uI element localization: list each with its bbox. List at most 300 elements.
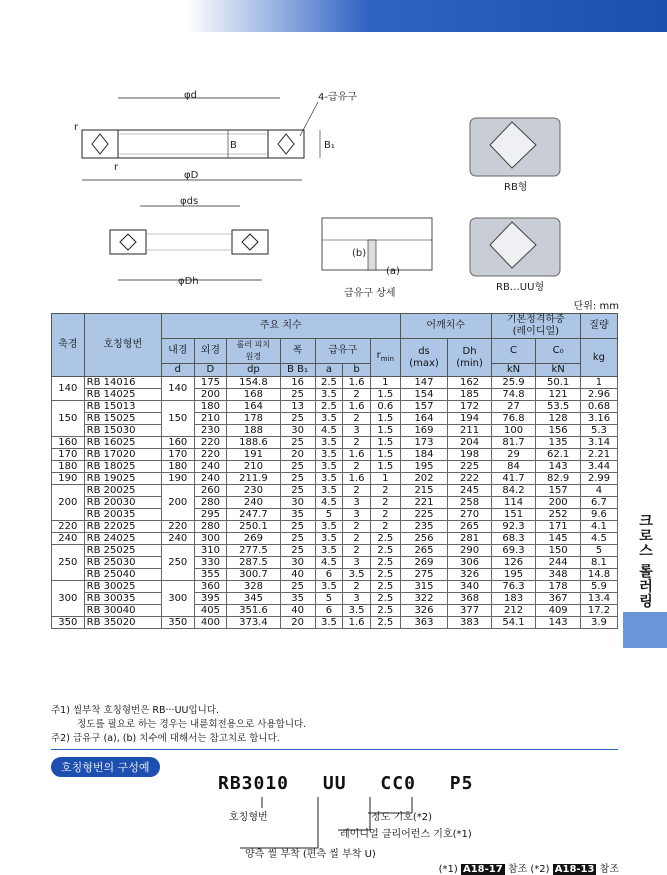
dim-b-label: (b): [352, 248, 367, 259]
cell-shaft: 240: [52, 533, 85, 545]
cell-C0: 121: [536, 389, 581, 401]
cell-C: 76.8: [491, 413, 536, 425]
cell-B: 16: [280, 377, 315, 389]
cell-D: 310: [194, 545, 227, 557]
cell-C: 183: [491, 593, 536, 605]
cell-B: 25: [280, 521, 315, 533]
cell-Dh: 270: [448, 509, 491, 521]
cell-D: 395: [194, 593, 227, 605]
cell-C0: 50.1: [536, 377, 581, 389]
oil-holes-label: 4-급유구: [318, 92, 357, 103]
cell-b: 2: [343, 389, 371, 401]
cell-b: 1.6: [343, 401, 371, 413]
cell-ds: 235: [400, 521, 448, 533]
model-part-1: RB3010: [218, 773, 290, 794]
cell-D: 405: [194, 605, 227, 617]
col-outer: 외경: [194, 339, 227, 364]
cell-r: 0.6: [370, 401, 400, 413]
cell-C0: 143: [536, 617, 581, 629]
cell-kg: 2.99: [580, 473, 617, 485]
cell-b: 3.5: [343, 569, 371, 581]
cell-d: 140: [161, 377, 194, 401]
col-C: C: [491, 339, 536, 364]
cell-ds: 164: [400, 413, 448, 425]
col-rmin: $r_{min}$: [370, 339, 400, 377]
cell-a: 3.5: [315, 437, 343, 449]
cell-B: 25: [280, 581, 315, 593]
cell-r: 1.5: [370, 437, 400, 449]
cell-D: 180: [194, 401, 227, 413]
cell-ds: 225: [400, 509, 448, 521]
cell-D: 200: [194, 389, 227, 401]
cell-B: 25: [280, 533, 315, 545]
cell-a: 3.5: [315, 389, 343, 401]
cell-code: RB 35020: [84, 617, 161, 629]
cell-B: 13: [280, 401, 315, 413]
dim-a-label: (a): [386, 266, 400, 277]
cell-C: 151: [491, 509, 536, 521]
cell-dp: 168: [227, 389, 280, 401]
col-mass: 질량: [580, 314, 617, 339]
col-kN1: kN: [491, 364, 536, 377]
cell-C0: 82.9: [536, 473, 581, 485]
model-section-title: 호칭형번의 구성예: [51, 757, 160, 777]
col-dp: dp: [227, 364, 280, 377]
cell-C0: 348: [536, 569, 581, 581]
cell-r: 2.5: [370, 581, 400, 593]
label-seal: 양측 씰 부착 (편측 씰 부착 U): [245, 849, 376, 860]
cell-code: RB 20035: [84, 509, 161, 521]
cell-shaft: 170: [52, 449, 85, 461]
col-kN2: kN: [536, 364, 581, 377]
cell-r: 1.5: [370, 389, 400, 401]
dim-B1-label: B₁: [324, 140, 335, 151]
cell-B: 40: [280, 605, 315, 617]
cell-d: 170: [161, 449, 194, 461]
cell-C: 212: [491, 605, 536, 617]
cell-B: 25: [280, 413, 315, 425]
label-precision: 정도 기호(*2): [371, 812, 432, 823]
cell-B: 35: [280, 509, 315, 521]
cell-kg: 3.16: [580, 413, 617, 425]
col-b: b: [343, 364, 371, 377]
col-D: D: [194, 364, 227, 377]
cell-D: 400: [194, 617, 227, 629]
cell-Dh: 198: [448, 449, 491, 461]
col-kg: kg: [580, 339, 617, 377]
cell-Dh: 306: [448, 557, 491, 569]
note-2: 주2) 급유구 (a), (b) 치수에 대해서는 참고치로 합니다.: [51, 733, 280, 744]
unit-label: 단위: mm: [573, 301, 619, 312]
cell-dp: 188.6: [227, 437, 280, 449]
cell-Dh: 162: [448, 377, 491, 389]
cell-dp: 287.5: [227, 557, 280, 569]
cell-ds: 315: [400, 581, 448, 593]
cell-shaft: 200: [52, 485, 85, 521]
col-d: d: [161, 364, 194, 377]
cell-code: RB 25030: [84, 557, 161, 569]
cell-dp: 210: [227, 461, 280, 473]
cell-b: 2: [343, 413, 371, 425]
col-oil: 급유구: [315, 339, 370, 364]
detail-caption: 급유구 상세: [344, 288, 396, 299]
cell-d: 160: [161, 437, 194, 449]
cell-b: 2: [343, 521, 371, 533]
cell-D: 220: [194, 449, 227, 461]
cell-b: 1.6: [343, 617, 371, 629]
cell-d: 250: [161, 545, 194, 581]
col-C0: C₀: [536, 339, 581, 364]
cell-D: 210: [194, 413, 227, 425]
cell-Dh: 368: [448, 593, 491, 605]
cell-a: 3.5: [315, 533, 343, 545]
cell-D: 300: [194, 533, 227, 545]
cell-d: 240: [161, 533, 194, 545]
cell-ds: 202: [400, 473, 448, 485]
col-ds: ds (max): [400, 339, 448, 377]
cell-kg: 2.96: [580, 389, 617, 401]
cell-Dh: 290: [448, 545, 491, 557]
note-1: 주1) 씰부착 호칭형번은 RB···UU입니다.: [51, 705, 220, 716]
cell-kg: 3.9: [580, 617, 617, 629]
cell-dp: 247.7: [227, 509, 280, 521]
cell-Dh: 204: [448, 437, 491, 449]
cell-code: RB 20030: [84, 497, 161, 509]
cell-kg: 8.1: [580, 557, 617, 569]
cell-B: 25: [280, 485, 315, 497]
cell-a: 3.5: [315, 473, 343, 485]
cell-code: RB 24025: [84, 533, 161, 545]
cell-C0: 156: [536, 425, 581, 437]
cell-C: 84.2: [491, 485, 536, 497]
cell-C: 68.3: [491, 533, 536, 545]
cell-ds: 147: [400, 377, 448, 389]
cell-D: 230: [194, 425, 227, 437]
cell-r: 2.5: [370, 617, 400, 629]
cell-D: 240: [194, 473, 227, 485]
cell-Dh: 225: [448, 461, 491, 473]
cell-a: 6: [315, 569, 343, 581]
cell-code: RB 30040: [84, 605, 161, 617]
cell-d: 220: [161, 521, 194, 533]
col-shoulder: 어깨치수: [400, 314, 491, 339]
ref2-page: A18-13: [554, 864, 595, 875]
cell-Dh: 340: [448, 581, 491, 593]
cell-r: 2: [370, 521, 400, 533]
cell-C0: 128: [536, 413, 581, 425]
ref1-tail: 참조: [507, 864, 528, 875]
cell-C: 74.8: [491, 389, 536, 401]
cell-a: 3.5: [315, 545, 343, 557]
cell-D: 280: [194, 521, 227, 533]
cell-kg: 3.14: [580, 437, 617, 449]
cell-dp: 164: [227, 401, 280, 413]
cell-r: 1.5: [370, 449, 400, 461]
label-clearance: 레이디얼 클리어런스 기호(*1): [340, 829, 472, 840]
cell-r: 2.5: [370, 593, 400, 605]
cell-a: 3.5: [315, 581, 343, 593]
cell-kg: 4.5: [580, 533, 617, 545]
cell-d: 180: [161, 461, 194, 473]
cell-kg: 14.8: [580, 569, 617, 581]
cell-C0: 200: [536, 497, 581, 509]
cell-b: 2: [343, 437, 371, 449]
cell-r: 2: [370, 509, 400, 521]
col-main: 주요 치수: [161, 314, 400, 339]
cell-code: RB 16025: [84, 437, 161, 449]
cell-a: 3.5: [315, 617, 343, 629]
cell-r: 2.5: [370, 545, 400, 557]
cell-Dh: 211: [448, 425, 491, 437]
rbuu-type-caption: RB…UU형: [496, 282, 545, 293]
cell-b: 3: [343, 497, 371, 509]
cell-d: 150: [161, 401, 194, 437]
cell-ds: 221: [400, 497, 448, 509]
cell-kg: 2.21: [580, 449, 617, 461]
ref2-mark: (*2): [530, 864, 550, 875]
cell-B: 30: [280, 497, 315, 509]
ref1-page: A18-17: [462, 864, 503, 875]
cell-kg: 5.3: [580, 425, 617, 437]
cell-b: 2: [343, 533, 371, 545]
label-model: 호칭형번: [229, 812, 268, 823]
cell-r: 2: [370, 497, 400, 509]
cell-r: 1: [370, 473, 400, 485]
cell-kg: 5: [580, 545, 617, 557]
cell-C0: 409: [536, 605, 581, 617]
cell-ds: 256: [400, 533, 448, 545]
cell-ds: 215: [400, 485, 448, 497]
cell-ds: 184: [400, 449, 448, 461]
cell-B: 40: [280, 569, 315, 581]
cell-b: 1.6: [343, 449, 371, 461]
cell-code: RB 25040: [84, 569, 161, 581]
cell-dp: 154.8: [227, 377, 280, 389]
cell-ds: 275: [400, 569, 448, 581]
cell-d: 200: [161, 485, 194, 521]
cell-Dh: 172: [448, 401, 491, 413]
model-part-2: UU: [322, 773, 347, 794]
cell-kg: 4: [580, 485, 617, 497]
rb-type-caption: RB형: [504, 182, 528, 193]
note-1b: 정도를 필요로 하는 경우는 내륜회전용으로 사용합니다.: [77, 719, 307, 730]
cell-C0: 244: [536, 557, 581, 569]
cell-code: RB 20025: [84, 485, 161, 497]
cell-b: 2: [343, 581, 371, 593]
cell-shaft: 180: [52, 461, 85, 473]
cell-B: 25: [280, 473, 315, 485]
cell-dp: 178: [227, 413, 280, 425]
cell-C: 81.7: [491, 437, 536, 449]
cell-d: 190: [161, 473, 194, 485]
model-part-3: CC0: [380, 773, 416, 794]
cell-Dh: 258: [448, 497, 491, 509]
cell-r: 1: [370, 377, 400, 389]
cell-a: 3.5: [315, 461, 343, 473]
cell-ds: 363: [400, 617, 448, 629]
cell-dp: 373.4: [227, 617, 280, 629]
dim-r2-label: r: [114, 162, 119, 173]
cell-Dh: 194: [448, 413, 491, 425]
cell-a: 4.5: [315, 557, 343, 569]
cell-C0: 62.1: [536, 449, 581, 461]
cell-code: RB 22025: [84, 521, 161, 533]
cell-r: 1.5: [370, 413, 400, 425]
cell-dp: 345: [227, 593, 280, 605]
cell-B: 30: [280, 425, 315, 437]
dim-d-label: φd: [184, 90, 197, 101]
cell-shaft: 220: [52, 521, 85, 533]
cell-Dh: 222: [448, 473, 491, 485]
cell-shaft: 190: [52, 473, 85, 485]
cell-b: 3: [343, 509, 371, 521]
cell-kg: 9.6: [580, 509, 617, 521]
col-inner: 내경: [161, 339, 194, 364]
dim-Dh-label: φDh: [178, 276, 199, 287]
cell-a: 5: [315, 593, 343, 605]
cell-C0: 135: [536, 437, 581, 449]
cell-r: 2.5: [370, 557, 400, 569]
cell-a: 3.5: [315, 449, 343, 461]
cell-ds: 154: [400, 389, 448, 401]
cell-C: 76.3: [491, 581, 536, 593]
cell-b: 1.6: [343, 473, 371, 485]
cell-ds: 157: [400, 401, 448, 413]
cell-C: 100: [491, 425, 536, 437]
cell-ds: 265: [400, 545, 448, 557]
cell-B: 30: [280, 557, 315, 569]
cell-b: 2: [343, 545, 371, 557]
cell-code: RB 15025: [84, 413, 161, 425]
cell-kg: 3.44: [580, 461, 617, 473]
cell-b: 3: [343, 593, 371, 605]
cell-b: 2: [343, 461, 371, 473]
cell-dp: 351.6: [227, 605, 280, 617]
cell-b: 3.5: [343, 605, 371, 617]
cell-code: RB 18025: [84, 461, 161, 473]
cell-C0: 145: [536, 533, 581, 545]
cell-dp: 188: [227, 425, 280, 437]
cell-dp: 191: [227, 449, 280, 461]
cell-ds: 169: [400, 425, 448, 437]
ref2-tail: 참조: [599, 864, 619, 875]
cell-C: 41.7: [491, 473, 536, 485]
cell-D: 360: [194, 581, 227, 593]
cell-D: 260: [194, 485, 227, 497]
cell-a: 3.5: [315, 413, 343, 425]
dim-B-label: B: [230, 140, 237, 151]
cell-d: 350: [161, 617, 194, 629]
cell-code: RB 17020: [84, 449, 161, 461]
cell-b: 3: [343, 557, 371, 569]
cell-r: 2.5: [370, 569, 400, 581]
cell-B: 25: [280, 389, 315, 401]
cell-dp: 277.5: [227, 545, 280, 557]
cell-shaft: 350: [52, 617, 85, 629]
cell-kg: 17.2: [580, 605, 617, 617]
col-width: 폭: [280, 339, 315, 364]
col-shaft: 축경: [52, 314, 85, 377]
cell-code: RB 14016: [84, 377, 161, 389]
cell-a: 2.5: [315, 377, 343, 389]
cell-C: 29: [491, 449, 536, 461]
cell-C: 25.9: [491, 377, 536, 389]
cell-C: 84: [491, 461, 536, 473]
cell-C0: 178: [536, 581, 581, 593]
cell-a: 4.5: [315, 497, 343, 509]
col-Dh: Dh (min): [448, 339, 491, 377]
ref1-mark: (*1): [438, 864, 458, 875]
cell-a: 4.5: [315, 425, 343, 437]
cell-B: 25: [280, 461, 315, 473]
cell-D: 295: [194, 509, 227, 521]
cell-D: 220: [194, 437, 227, 449]
cell-D: 240: [194, 461, 227, 473]
cell-shaft: 300: [52, 581, 85, 617]
cell-Dh: 281: [448, 533, 491, 545]
cell-code: RB 15030: [84, 425, 161, 437]
cell-C: 126: [491, 557, 536, 569]
cell-dp: 230: [227, 485, 280, 497]
cell-ds: 326: [400, 605, 448, 617]
cell-C0: 252: [536, 509, 581, 521]
cell-a: 3.5: [315, 485, 343, 497]
cell-ds: 173: [400, 437, 448, 449]
cell-shaft: 250: [52, 545, 85, 581]
cell-b: 3: [343, 425, 371, 437]
cell-a: 3.5: [315, 521, 343, 533]
cell-Dh: 185: [448, 389, 491, 401]
cell-B: 35: [280, 593, 315, 605]
cell-code: RB 15013: [84, 401, 161, 413]
cell-D: 280: [194, 497, 227, 509]
cell-kg: 13.4: [580, 593, 617, 605]
cell-dp: 328: [227, 581, 280, 593]
cell-dp: 240: [227, 497, 280, 509]
cell-kg: 1: [580, 377, 617, 389]
cell-B: 25: [280, 545, 315, 557]
cell-code: RB 14025: [84, 389, 161, 401]
cell-dp: 269: [227, 533, 280, 545]
cell-Dh: 245: [448, 485, 491, 497]
cell-code: RB 25025: [84, 545, 161, 557]
cell-D: 330: [194, 557, 227, 569]
col-load: 기본정격하중 (레이디얼): [491, 314, 580, 339]
col-a: a: [315, 364, 343, 377]
cell-B: 20: [280, 449, 315, 461]
cell-C0: 171: [536, 521, 581, 533]
cell-C0: 150: [536, 545, 581, 557]
cell-Dh: 326: [448, 569, 491, 581]
cell-dp: 300.7: [227, 569, 280, 581]
side-tab-label: 크로스 롤러링: [637, 513, 653, 609]
col-pitch: 롤러 피치 원경: [227, 339, 280, 364]
cell-b: 2: [343, 485, 371, 497]
cell-shaft: 140: [52, 377, 85, 401]
cell-r: 2.5: [370, 533, 400, 545]
cell-C: 114: [491, 497, 536, 509]
cell-C0: 143: [536, 461, 581, 473]
cell-r: 2: [370, 485, 400, 497]
cell-ds: 195: [400, 461, 448, 473]
cell-a: 2.5: [315, 401, 343, 413]
cell-d: 300: [161, 581, 194, 617]
cell-C: 92.3: [491, 521, 536, 533]
cell-a: 6: [315, 605, 343, 617]
cell-code: RB 19025: [84, 473, 161, 485]
cell-r: 1.5: [370, 425, 400, 437]
cell-a: 5: [315, 509, 343, 521]
